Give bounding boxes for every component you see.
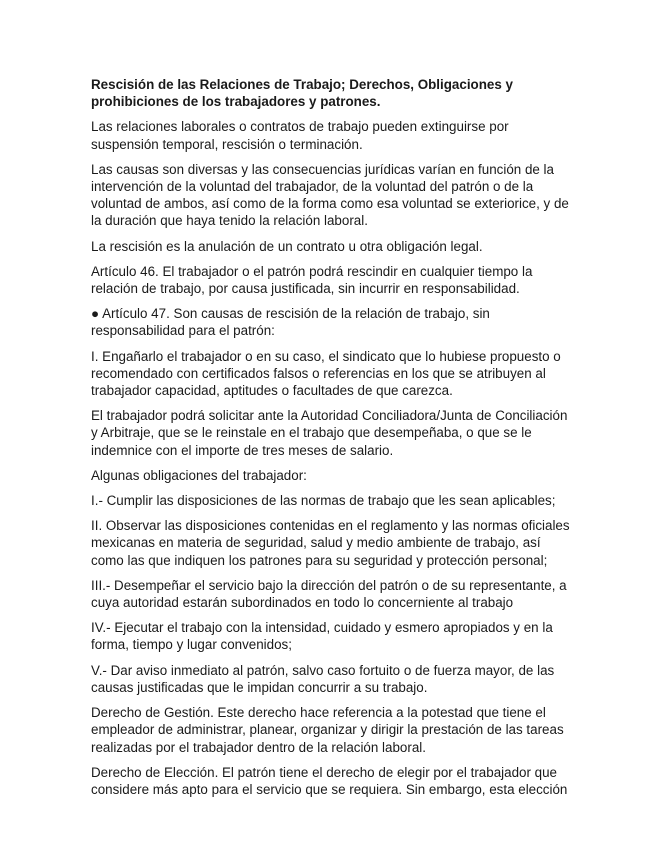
paragraph-reinstalacion: El trabajador podrá solicitar ante la Autoridad Conciliadora/Junta de Conciliación y Arbitraje, que se le reinstale en el trabajo que desempeñaba, o que se le indemnice con el importe de tres meses de salario. <box>91 408 568 458</box>
paragraph-derecho-gestion: Derecho de Gestión. Este derecho hace referencia a la potestad que tiene el empleador de administrar, planear, organizar y dirigir la prestación de las tareas realizadas por el trabajador dentro de la relación laboral. <box>91 705 564 755</box>
paragraph-derecho-eleccion: Derecho de Elección. El patrón tiene el derecho de elegir por el trabajador que considere más apto para el servicio que se requiera. Sin embargo, esta elección <box>91 764 568 797</box>
paragraph-obligacion-v: V.- Dar aviso inmediato al patrón, salvo caso fortuito o de fuerza mayor, de las causas justificadas que le impidan concurrir a su trabajo. <box>91 662 555 695</box>
document-page <box>91 76 571 806</box>
paragraph-obligacion-iii: III.- Desempeñar el servicio bajo la dirección del patrón o de su representante, a cuya autoridad estarán subordinados en todo lo concerniente al trabajo <box>91 577 567 611</box>
paragraph-rescision-definicion: La rescisión es la anulación de un contrato u otra obligación legal. <box>91 238 483 254</box>
paragraph-articulo-47: ● Artículo 47. Son causas de rescisión de la relación de trabajo, sin responsabilidad para el patrón: <box>91 306 490 339</box>
document-title: Rescisión de las Relaciones de Trabajo; Derechos, Obligaciones y prohibiciones de los trabajadores y patrones. <box>91 77 513 110</box>
paragraph-obligaciones-heading: Algunas obligaciones del trabajador: <box>91 467 307 483</box>
paragraph-obligacion-ii: II. Observar las disposiciones contenidas en el reglamento y las normas oficiales mexicanas en materia de seguridad, salud y medio ambiente de trabajo, así como las que indiquen los patrones para su seguridad y protección personal; <box>91 518 570 568</box>
paragraph-suspension: Las relaciones laborales o contratos de trabajo pueden extinguirse por suspensión temporal, rescisión o terminación. <box>91 119 509 152</box>
paragraph-causas: Las causas son diversas y las consecuencias jurídicas varían en función de la intervención de la voluntad del trabajador, de la voluntad del patrón o de la voluntad de ambos, así como de la forma como esa voluntad se exteriorice, y de la duración que haya tenido la relación laboral. <box>91 161 569 229</box>
paragraph-obligacion-i: I.- Cumplir las disposiciones de las normas de trabajo que les sean aplicables; <box>91 493 556 509</box>
paragraph-obligacion-iv: IV.- Ejecutar el trabajo con la intensidad, cuidado y esmero apropiados y en la forma, tiempo y lugar convenidos; <box>91 620 553 653</box>
paragraph-fraccion-i: I. Engañarlo el trabajador o en su caso, el sindicato que lo hubiese propuesto o recomendado con certificados falsos o referencias en los que se atribuyen al trabajador capacidad, aptitudes o facultades de que carezca. <box>91 348 561 399</box>
paragraph-articulo-46: Artículo 46. El trabajador o el patrón podrá rescindir en cualquier tiempo la relación de trabajo, por causa justificada, sin incurrir en responsabilidad. <box>91 263 533 297</box>
